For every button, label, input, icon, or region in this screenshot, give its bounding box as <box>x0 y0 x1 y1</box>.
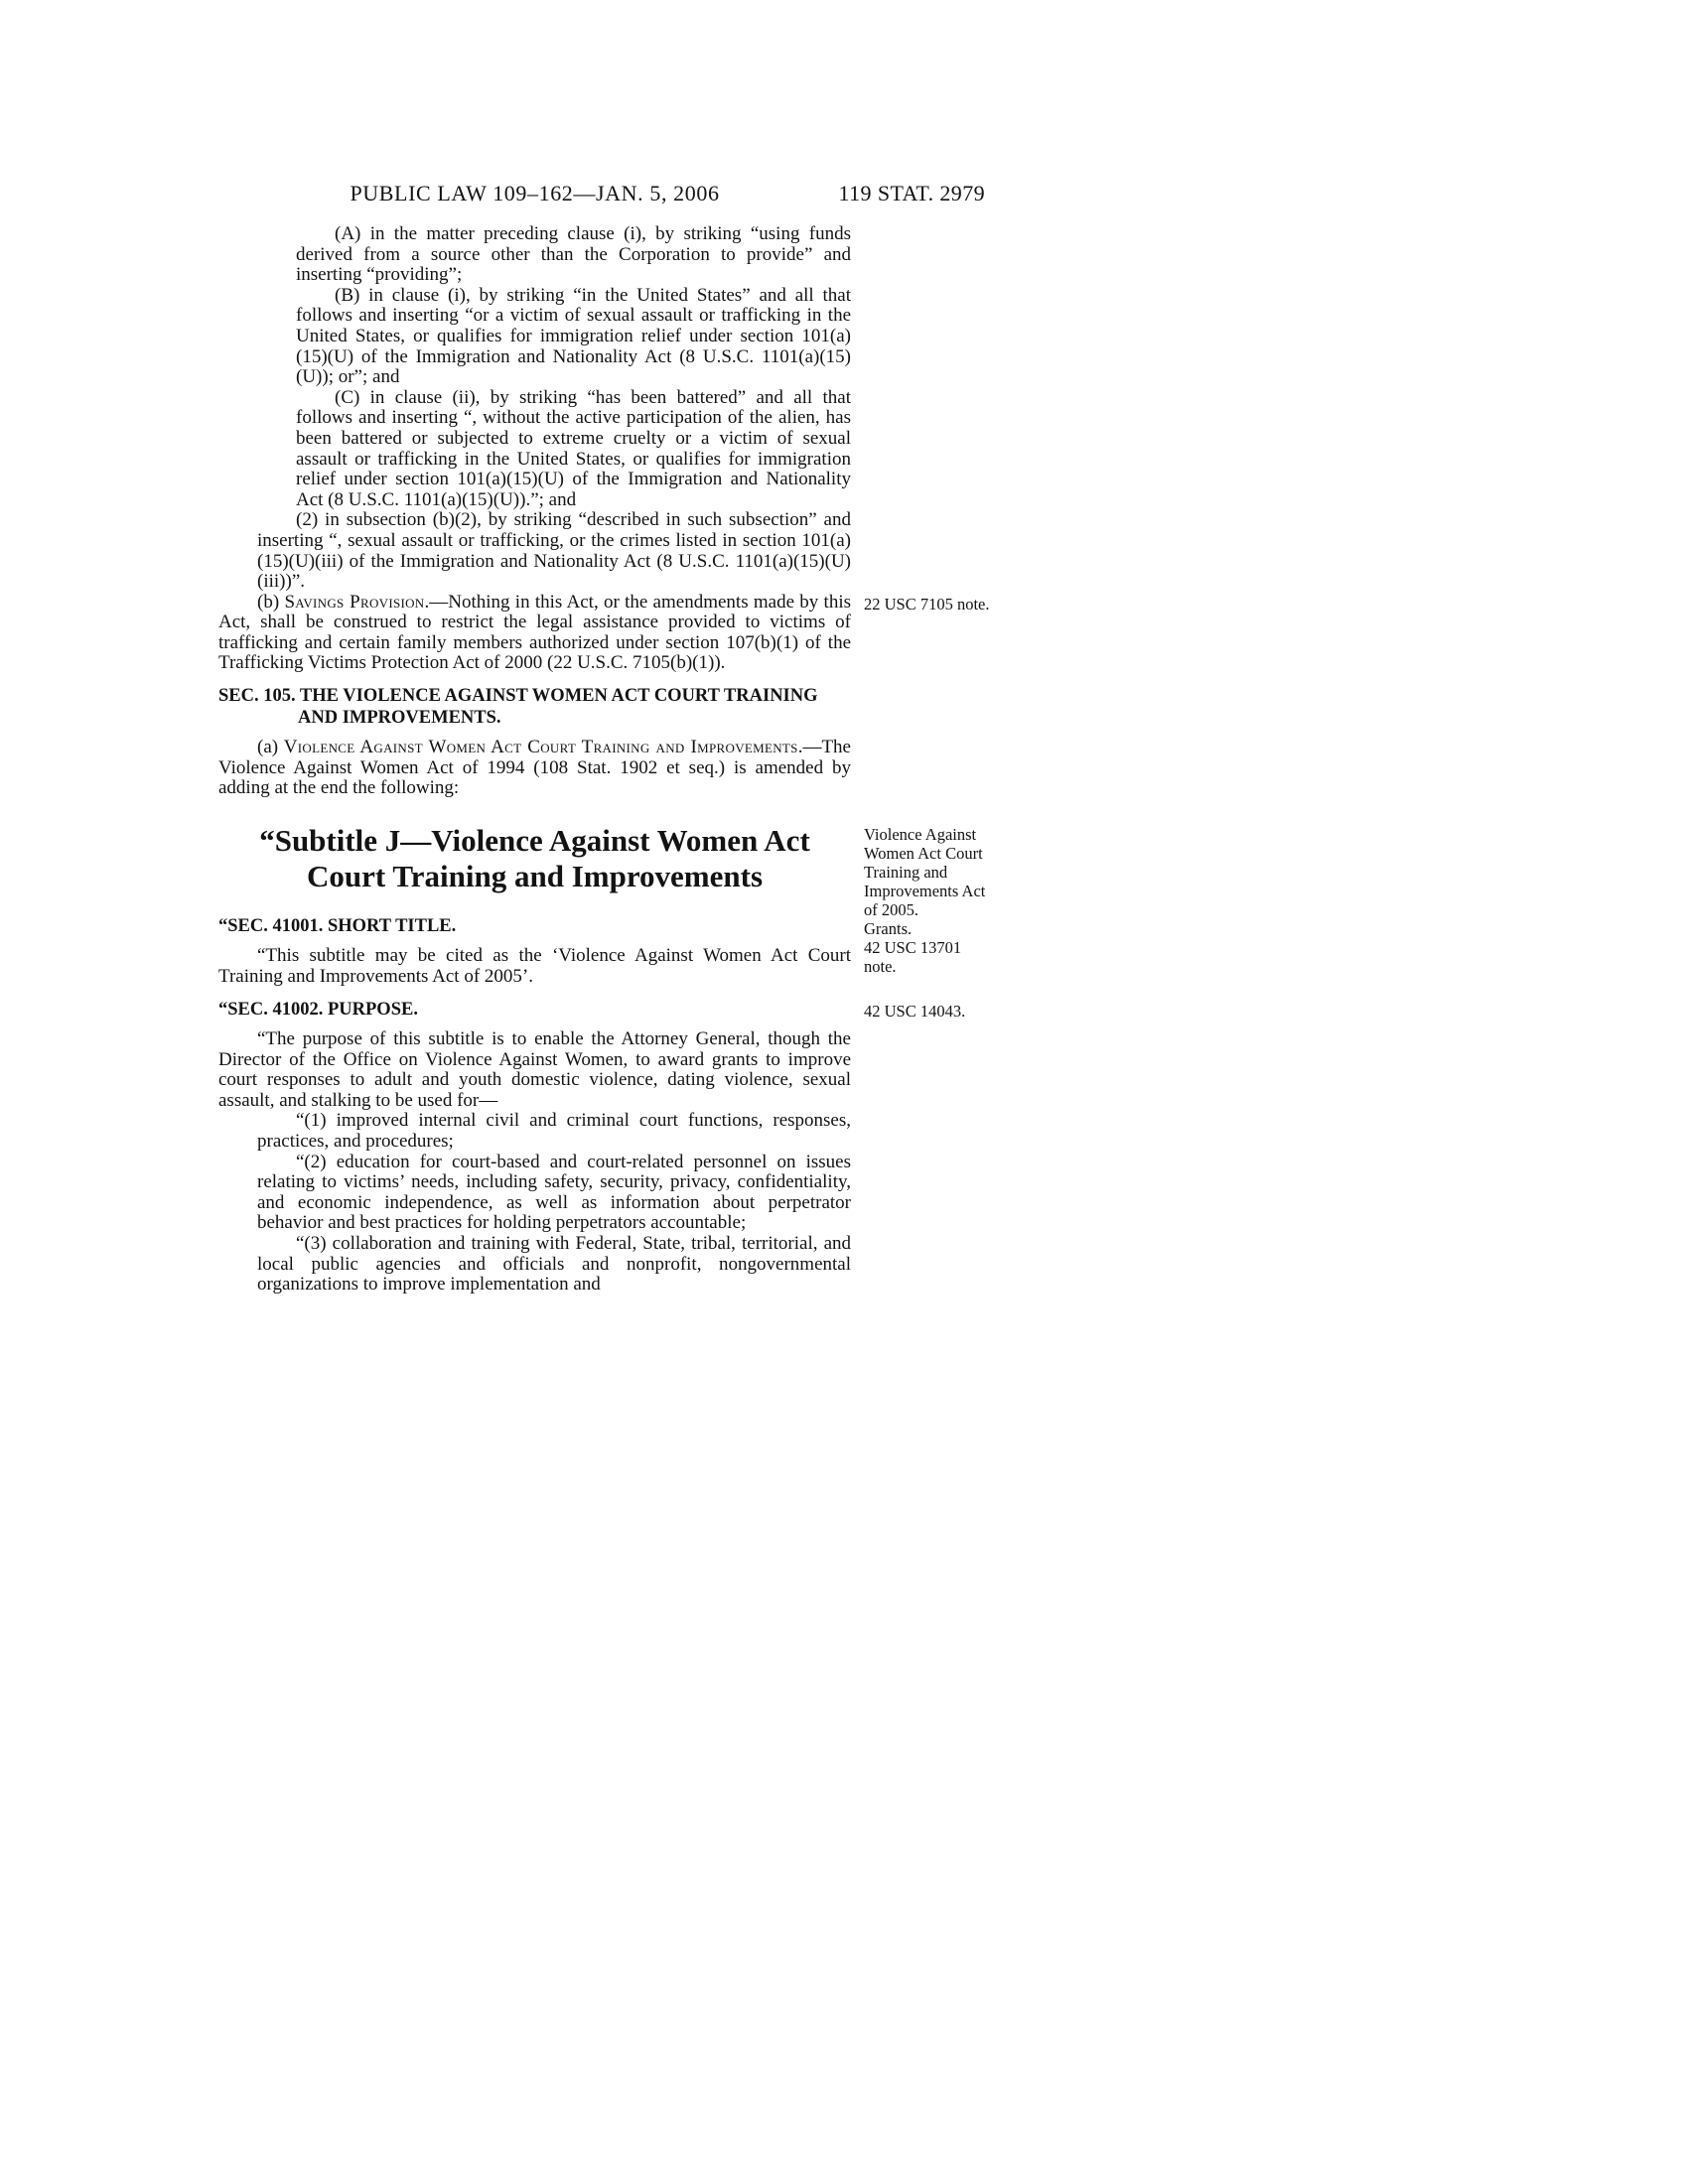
sec-105-paragraph-a <box>218 738 851 799</box>
savings-provision-text: .—Nothing in this Act, or the amendments made by this Act, shall be construed to restrict the legal assistance provided to victims of trafficking and certain family members authorized under section 107(b)(1) of the Trafficking Victims Protection Act of 2000 (22 U.S.C. 7105(b)(1)). <box>218 591 852 674</box>
purpose-item-1: “(1) improved internal civil and criminal court functions, responses, practices, and procedures; <box>257 1110 851 1152</box>
sec-41001-heading: “SEC. 41001. SHORT TITLE. <box>218 915 457 936</box>
savings-provision-smallcaps: Savings Provision <box>284 591 425 613</box>
sec-105-heading: SEC. 105. THE VIOLENCE AGAINST WOMEN ACT COURT TRAINING AND IMPROVEMENTS. <box>218 686 818 728</box>
margin-note-22-usc-7105: 22 USC 7105 note. <box>864 594 990 614</box>
sec-105-paragraph-a-text: .—The Violence Against Women Act of 1994 (108 Stat. 1902 et seq.) is amended by adding at the end the following: <box>218 737 851 799</box>
subtitle-j-heading-text: “Subtitle J—Violence Against Women Act Court Training and Improvements <box>259 822 810 893</box>
margin-note-act-of-2005 <box>864 825 993 976</box>
sec-105-paragraph-a-smallcaps: Violence Against Women Act Court Training and Improvements <box>283 737 798 758</box>
amendment-paragraph-2: (2) in subsection (b)(2), by striking “described in such subsection” and inserting “, sexual assault or trafficking, or the crimes listed in section 101(a)(15)(U)(iii) of the Immigration and Nationality Act (8 U.S.C. 1101(a)(15)(U)(iii))”. <box>257 509 851 593</box>
sec-41002-intro-paragraph: “The purpose of this subtitle is to enable the Attorney General, though the Director of the Office on Violence Against Women, to award grants to improve court responses to adult and youth domestic violence, dating violence, sexual assault, and stalking to be used for— <box>218 1028 851 1111</box>
purpose-item-3: “(3) collaboration and training with Federal, State, tribal, territorial, and local public agencies and officials and nonprofit, nongovernmental organizations to improve implementation and <box>257 1232 851 1296</box>
savings-provision-label-prefix: (b) <box>257 591 285 613</box>
margin-note-42-usc-14043: 42 USC 14043. <box>864 1001 966 1021</box>
sec-105-paragraph-a-prefix: (a) <box>257 737 284 758</box>
amendment-paragraph-B: (B) in clause (i), by striking “in the United States” and all that follows and inserting “or a victim of sexual assault or trafficking in the United States, or qualifies for immigration relief under section 101(a)(15)(U) of the Immigration and Nationality Act (8 U.S.C. 1101(a)(15)(U)); or”; and <box>296 284 851 388</box>
margin-note-act-title: Violence Against Women Act Court Training and Improvements Act of 2005. <box>864 824 986 919</box>
amendment-paragraph-C: (C) in clause (ii), by striking “has been battered” and all that follows and inserting “, without the active participation of the alien, has been battered or subjected to extreme cruelty or a victim of sexual assault or trafficking in the United States, or qualifies for immigration relief under section 101(a)(15)(U) of the Immigration and Nationality Act (8 U.S.C. 1101(a)(15)(U)).”; and <box>296 386 851 510</box>
stat-page-number: 119 STAT. 2979 <box>838 181 985 205</box>
main-text-column <box>218 223 990 1296</box>
law-title: PUBLIC LAW 109–162—JAN. 5, 2006 <box>350 181 720 205</box>
sec-41002-heading-text: “SEC. 41002. PURPOSE. <box>218 999 418 1020</box>
margin-note-42-usc-13701: 42 USC 13701 note. <box>864 937 962 976</box>
sec-41001-body-paragraph: “This subtitle may be cited as the ‘Violence Against Women Act Court Training and Improvements Act of 2005’. <box>218 945 851 987</box>
margin-note-grants: Grants. <box>864 918 913 938</box>
purpose-item-2: “(2) education for court-based and court-related personnel on issues relating to victims’ needs, including safety, security, privacy, confidentiality, and economic independence, as well as information about perpetrator behavior and best practices for holding perpetrators accountable; <box>257 1151 851 1234</box>
amendment-paragraph-A: (A) in the matter preceding clause (i), by striking “using funds derived from a source other than the Corporation to provide” and inserting “providing”; <box>296 223 851 286</box>
sec-41002-heading <box>218 999 966 1022</box>
page-header <box>218 181 985 210</box>
savings-provision-paragraph <box>218 591 990 674</box>
